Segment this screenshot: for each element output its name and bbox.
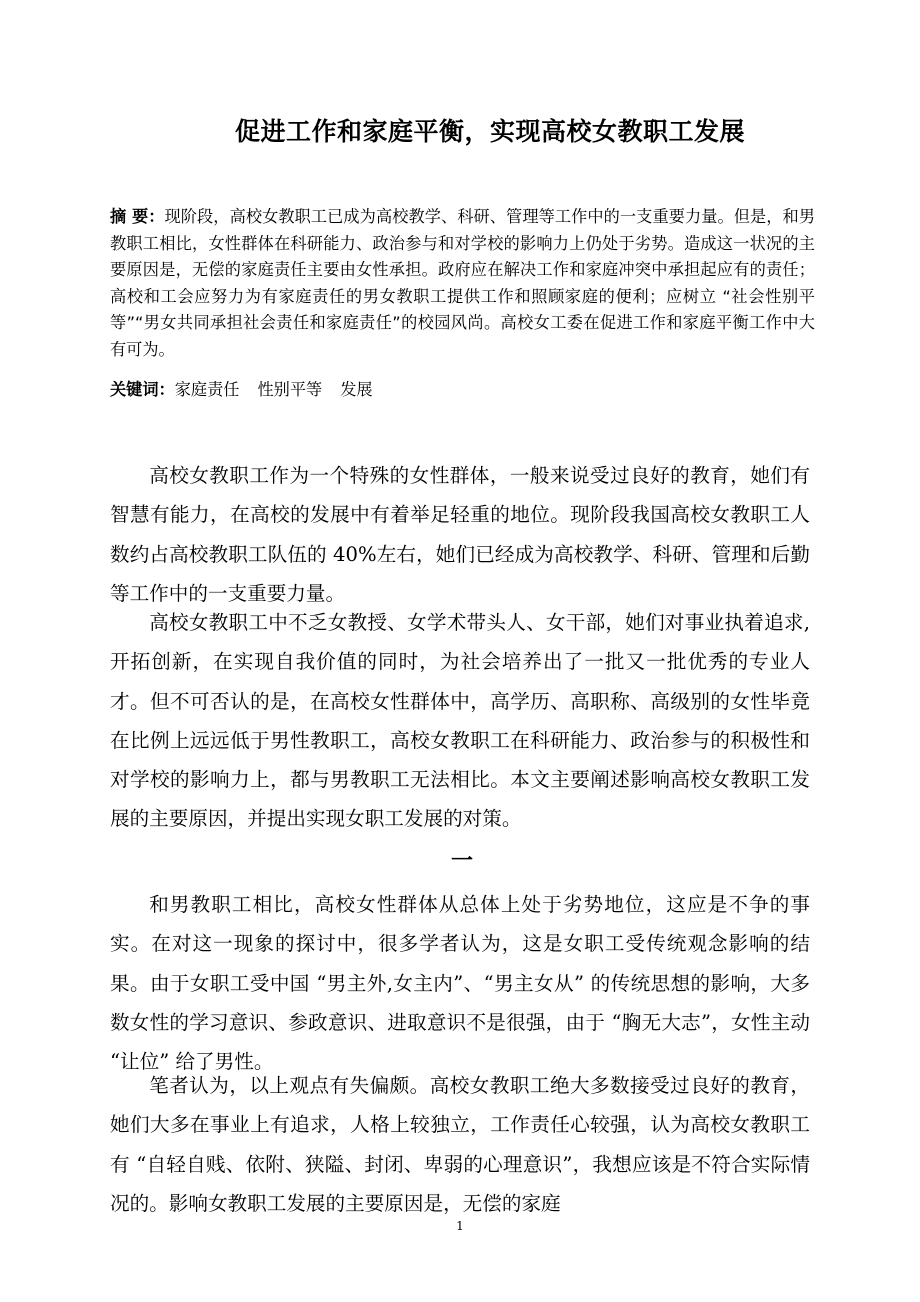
keyword-item: 发展 (340, 380, 373, 399)
keywords (110, 377, 815, 404)
abstract-label: 摘 要： (110, 207, 165, 226)
body-paragraph-2: 高校女教职工中不乏女教授、女学术带头人、女干部，她们对事业执着追求,开拓创新，在实现自我价值的同时，为社会培养出了一批又一批优秀的专业人才。但不可否认的是，在高校女性群体中，高学历、高职称、高级别的女性毕竟在比例上远远低于男性教职工，高校女教职工在科研能力、政治参与的积极性和对学校的影响力上，都与男教职工无法相比。本文主要阐述影响高校女教职工发展的主要原因，并提出实现女职工发展的对策。 (110, 611, 810, 831)
keyword-item: 性别平等 (257, 380, 323, 399)
section-heading: 一 (450, 848, 473, 874)
keywords-label: 关键词： (110, 380, 175, 399)
body-paragraph-1: 高校女教职工作为一个特殊的女性群体，一般来说受过良好的教育，她们有智慧有能力，在高校的发展中有着举足轻重的地位。现阶段我国高校女教职工人数约占高校教职工队伍的 40%左右，她们已经成为高校教学、科研、管理和后勤等工作中的一支重要力量。 (110, 464, 810, 605)
abstract-text: 现阶段，高校女教职工已成为高校教学、科研、管理等工作中的一支重要力量。但是，和男教职工相比，女性群体在科研能力、政治参与和对学校的影响力上仍处于劣势。造成这一状况的主要原因是，无偿的家庭责任主要由女性承担。政府应在解决工作和家庭冲突中承担起应有的责任；高校和工会应努力为有家庭责任的男女教职工提供工作和照顾家庭的便利；应树立 “社会性别平等”“男女共同承担社会责任和家庭责任”的校园风尚。高校女工委在促进工作和家庭平衡工作中大有可为。 (110, 207, 816, 359)
body-paragraph-3: 和男教职工相比，高校女性群体从总体上处于劣势地位，这应是不争的事实。在对这一现象的探讨中，很多学者认为，这是女职工受传统观念影响的结果。由于女职工受中国 “男主外,女主内”、“男主女从” 的传统思想的影响，大多数女性的学习意识、参政意识、进取意识不是很强，由于 “胸无大志”，女性主动 “让位” 给了男性。 (110, 893, 810, 1074)
document-title: 促进工作和家庭平衡，实现高校女教职工发展 (234, 117, 745, 146)
page-number: 1 (456, 1219, 464, 1233)
body-paragraph-4: 笔者认为，以上观点有失偏颇。高校女教职工绝大多数接受过良好的教育，她们大多在事业上有追求，人格上较独立，工作责任心较强，认为高校女教职工有 “自轻自贱、依附、狭隘、封闭、卑弱的心理意识”，我想应该是不符合实际情况的。影响女教职工发展的主要原因是，无偿的家庭 (110, 1074, 810, 1215)
keyword-item: 家庭责任 (174, 380, 240, 399)
abstract (110, 204, 815, 363)
